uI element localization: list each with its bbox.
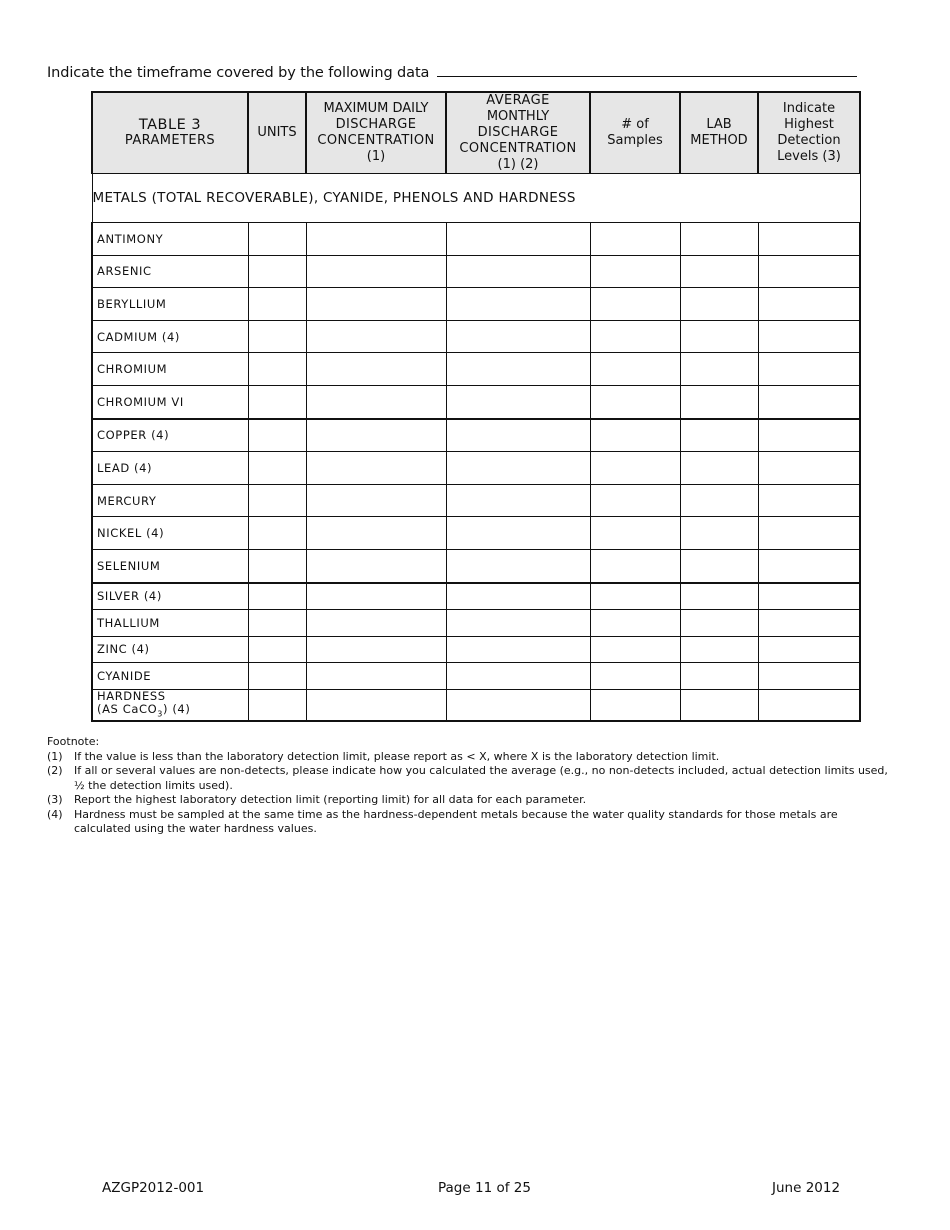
entry-cell[interactable] (590, 320, 680, 353)
entry-cell[interactable] (306, 385, 446, 418)
entry-cell[interactable] (306, 636, 446, 663)
entry-cell[interactable] (306, 419, 446, 452)
footer-page-number: Page 11 of 25 (438, 1180, 531, 1196)
entry-cell[interactable] (446, 663, 590, 690)
entry-cell[interactable] (306, 484, 446, 517)
parameters-table (91, 91, 861, 722)
entry-cell[interactable] (248, 419, 306, 452)
table-row (92, 583, 860, 610)
entry-cell[interactable] (758, 255, 860, 288)
table-row (92, 385, 860, 418)
table-row (92, 288, 860, 321)
entry-cell[interactable] (306, 549, 446, 582)
table-row (92, 610, 860, 637)
entry-cell[interactable] (590, 255, 680, 288)
entry-cell[interactable] (306, 517, 446, 550)
table-row (92, 549, 860, 582)
entry-cell[interactable] (758, 288, 860, 321)
entry-cell[interactable] (680, 636, 758, 663)
entry-cell[interactable] (680, 353, 758, 386)
header-max-daily: MAXIMUM DAILY DISCHARGE CONCENTRATION (1) (306, 92, 446, 174)
entry-cell[interactable] (248, 320, 306, 353)
entry-cell[interactable] (248, 255, 306, 288)
section-row (92, 174, 860, 223)
entry-cell[interactable] (758, 320, 860, 353)
entry-cell[interactable] (680, 549, 758, 582)
entry-cell[interactable] (590, 549, 680, 582)
entry-cell[interactable] (306, 223, 446, 256)
entry-cell[interactable] (446, 353, 590, 386)
parameter-name: CADMIUM (4) (92, 320, 248, 353)
entry-cell[interactable] (680, 663, 758, 690)
header-lab-method: LAB METHOD (680, 92, 758, 174)
entry-cell[interactable] (306, 583, 446, 610)
entry-cell[interactable] (446, 288, 590, 321)
entry-cell[interactable] (248, 385, 306, 418)
entry-cell[interactable] (306, 255, 446, 288)
footnote-title: Footnote: (47, 735, 100, 748)
entry-cell[interactable] (248, 353, 306, 386)
header-avg-monthly: AVERAGE MONTHLY DISCHARGE CONCENTRATION (1) (2) (446, 92, 590, 174)
entry-cell[interactable] (248, 549, 306, 582)
entry-cell[interactable] (590, 484, 680, 517)
entry-cell[interactable] (758, 663, 860, 690)
table-row (92, 663, 860, 690)
entry-cell[interactable] (446, 223, 590, 256)
entry-cell[interactable] (680, 288, 758, 321)
entry-cell[interactable] (758, 484, 860, 517)
footnote-item: (2) If all or several values are non-detects, please indicate how you calculated the average (e.g., no non-detects included, actual detection limits used, ½ the detection limits used). (47, 764, 888, 792)
entry-cell[interactable] (590, 663, 680, 690)
entry-cell[interactable] (248, 636, 306, 663)
entry-cell[interactable] (590, 288, 680, 321)
entry-cell[interactable] (680, 385, 758, 418)
table-row (92, 452, 860, 485)
entry-cell[interactable] (680, 452, 758, 485)
entry-cell[interactable] (446, 689, 590, 721)
entry-cell[interactable] (306, 610, 446, 637)
entry-cell[interactable] (446, 610, 590, 637)
entry-cell[interactable] (590, 636, 680, 663)
parameter-name: ANTIMONY (92, 223, 248, 256)
footnote-item: (1) If the value is less than the laboratory detection limit, please report as < X, where X is the laboratory detection limit. (47, 749, 720, 763)
entry-cell[interactable] (446, 517, 590, 550)
entry-cell[interactable] (248, 517, 306, 550)
entry-cell[interactable] (446, 320, 590, 353)
table-row (92, 689, 860, 721)
parameter-name: MERCURY (92, 484, 248, 517)
entry-cell[interactable] (590, 223, 680, 256)
entry-cell[interactable] (758, 353, 860, 386)
parameter-name: SILVER (4) (92, 583, 248, 610)
entry-cell[interactable] (306, 452, 446, 485)
entry-cell[interactable] (758, 419, 860, 452)
entry-cell[interactable] (758, 549, 860, 582)
entry-cell[interactable] (248, 689, 306, 721)
table-row (92, 419, 860, 452)
entry-cell[interactable] (446, 419, 590, 452)
entry-cell[interactable] (590, 452, 680, 485)
entry-cell[interactable] (680, 610, 758, 637)
entry-cell[interactable] (248, 452, 306, 485)
footer-date: June 2012 (772, 1180, 841, 1196)
parameter-name: NICKEL (4) (92, 517, 248, 550)
footnotes (47, 735, 897, 837)
timeframe-blank-line[interactable] (437, 64, 857, 77)
parameter-name: ARSENIC (92, 255, 248, 288)
section-title: METALS (TOTAL RECOVERABLE), CYANIDE, PHENOLS AND HARDNESS (92, 174, 860, 223)
parameter-name: CYANIDE (92, 663, 248, 690)
entry-cell[interactable] (680, 320, 758, 353)
entry-cell[interactable] (758, 452, 860, 485)
entry-cell[interactable] (248, 484, 306, 517)
entry-cell[interactable] (446, 452, 590, 485)
entry-cell[interactable] (446, 484, 590, 517)
entry-cell[interactable] (306, 663, 446, 690)
footer-doc-id: AZGP2012-001 (102, 1180, 205, 1196)
entry-cell[interactable] (758, 223, 860, 256)
header-samples: # of Samples (590, 92, 680, 174)
entry-cell[interactable] (680, 484, 758, 517)
entry-cell[interactable] (680, 419, 758, 452)
entry-cell[interactable] (446, 549, 590, 582)
entry-cell[interactable] (590, 385, 680, 418)
timeframe-prompt (47, 64, 877, 81)
entry-cell[interactable] (446, 255, 590, 288)
header-parameters: TABLE 3 PARAMETERS (92, 92, 248, 174)
entry-cell[interactable] (306, 320, 446, 353)
entry-cell[interactable] (680, 583, 758, 610)
entry-cell[interactable] (590, 689, 680, 721)
table-row (92, 320, 860, 353)
entry-cell[interactable] (680, 255, 758, 288)
entry-cell[interactable] (446, 636, 590, 663)
footnote-item: (3) Report the highest laboratory detection limit (reporting limit) for all data for each parameter. (47, 793, 587, 806)
parameter-name: LEAD (4) (92, 452, 248, 485)
entry-cell[interactable] (590, 517, 680, 550)
table-row (92, 517, 860, 550)
entry-cell[interactable] (758, 689, 860, 721)
header-detection-levels: Indicate Highest Detection Levels (3) (758, 92, 860, 174)
parameter-name: BERYLLIUM (92, 288, 248, 321)
entry-cell[interactable] (306, 689, 446, 721)
footnote-item: (4) Hardness must be sampled at the same time as the hardness-dependent metals because the water quality standards for those metals are calculated using the water hardness values. (47, 807, 838, 835)
entry-cell[interactable] (248, 288, 306, 321)
parameter-name: HARDNESS (AS CaCO$_3$) (4) (92, 689, 248, 721)
parameter-name: SELENIUM (92, 549, 248, 582)
entry-cell[interactable] (306, 288, 446, 321)
table-row (92, 484, 860, 517)
entry-cell[interactable] (446, 385, 590, 418)
table-row (92, 353, 860, 386)
entry-cell[interactable] (590, 353, 680, 386)
entry-cell[interactable] (758, 583, 860, 610)
entry-cell[interactable] (590, 419, 680, 452)
header-units: UNITS (248, 92, 306, 174)
entry-cell[interactable] (758, 517, 860, 550)
parameter-name: ZINC (4) (92, 636, 248, 663)
entry-cell[interactable] (248, 663, 306, 690)
entry-cell[interactable] (680, 223, 758, 256)
table-row (92, 255, 860, 288)
entry-cell[interactable] (590, 610, 680, 637)
entry-cell[interactable] (306, 353, 446, 386)
parameter-name: THALLIUM (92, 610, 248, 637)
entry-cell[interactable] (446, 583, 590, 610)
entry-cell[interactable] (248, 583, 306, 610)
entry-cell[interactable] (590, 583, 680, 610)
table-row (92, 636, 860, 663)
parameter-name: COPPER (4) (92, 419, 248, 452)
entry-cell[interactable] (758, 385, 860, 418)
entry-cell[interactable] (758, 610, 860, 637)
timeframe-label: Indicate the timeframe covered by the following data (47, 65, 430, 81)
table-row (92, 223, 860, 256)
entry-cell[interactable] (248, 610, 306, 637)
entry-cell[interactable] (758, 636, 860, 663)
table-header-row (92, 92, 860, 174)
entry-cell[interactable] (248, 223, 306, 256)
entry-cell[interactable] (680, 689, 758, 721)
parameter-name: CHROMIUM (92, 353, 248, 386)
parameter-name: CHROMIUM VI (92, 385, 248, 418)
entry-cell[interactable] (680, 517, 758, 550)
